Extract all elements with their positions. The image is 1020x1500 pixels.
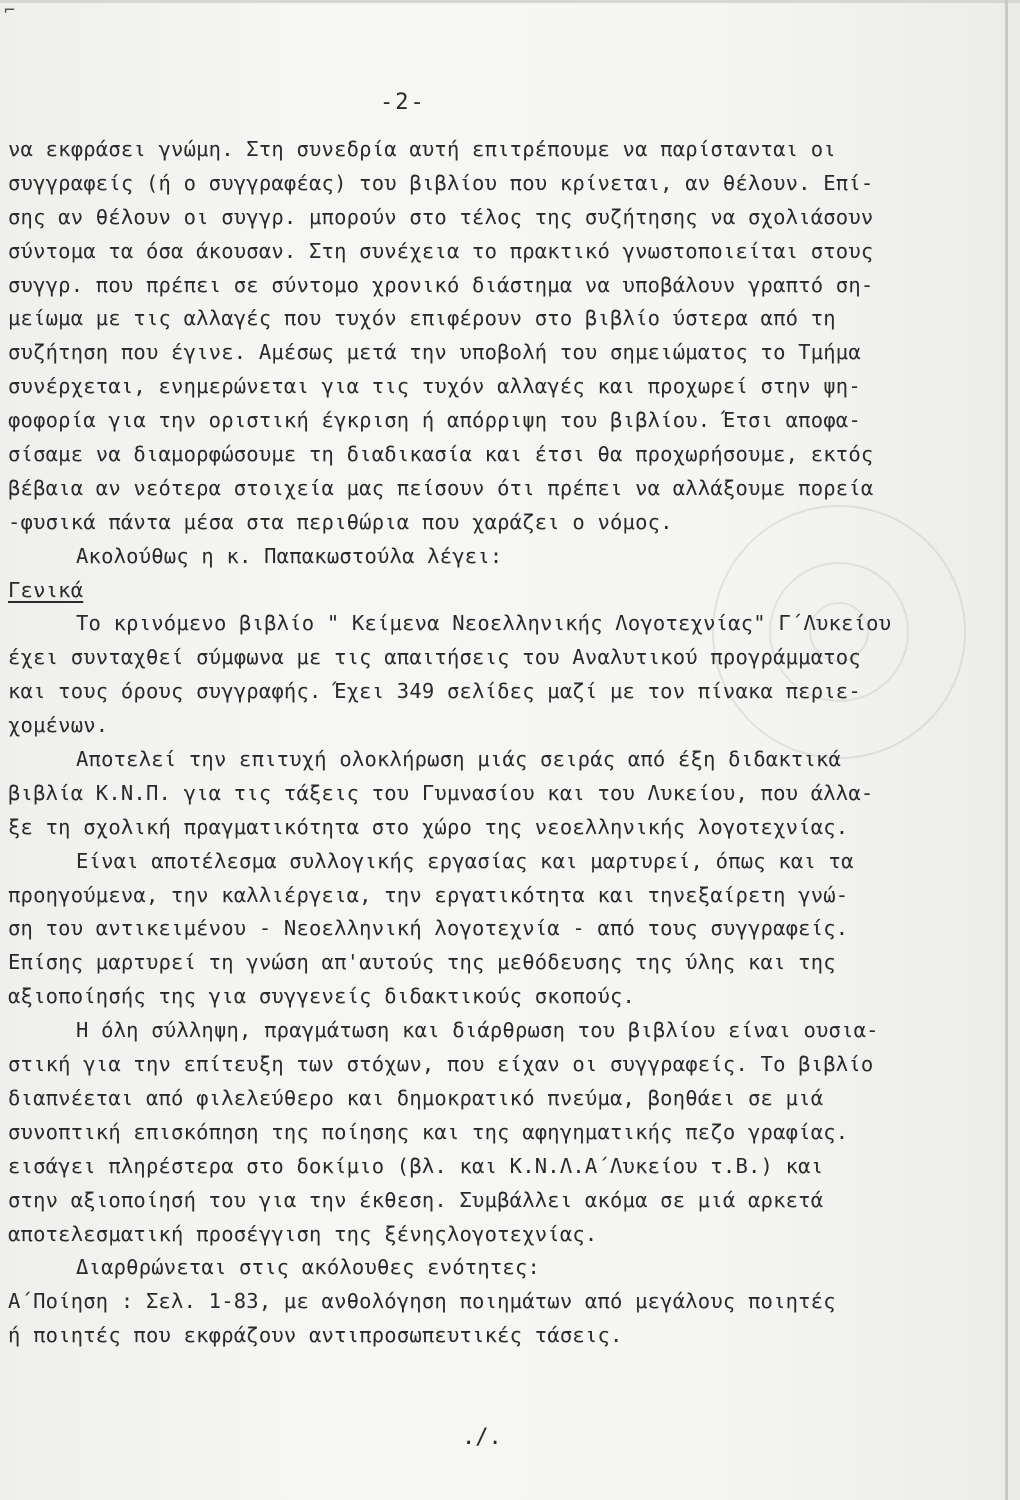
text-line: στην αξιοποίησή του για την έκθεση. Συμβάλλει ακόμα σε μιά αρκετά [8, 1187, 824, 1212]
text-line: Διαρθρώνεται στις ακόλουθες ενότητες: [76, 1255, 541, 1280]
text-line: διαπνέεται από φιλελεύθερο και δημοκρατικό πνεύμα, βοηθάει σε μιά [8, 1085, 824, 1110]
text-line: βέβαια αν νεότερα στοιχεία μας πείσουν ότι πρέπει να αλλάξουμε πορεία [8, 475, 874, 500]
text-line: αποτελεσματική προσέγγιση της ξένηςλογοτεχνίας. [8, 1221, 598, 1246]
text-line: συνέρχεται, ενημερώνεται για τις τυχόν αλλαγές και προχωρεί στην ψη- [8, 374, 861, 399]
text-line: Αποτελεί την επιτυχή ολοκλήρωση μιάς σειράς από έξη διδακτικά [76, 747, 842, 772]
text-line: στική για την επίτευξη των στόχων, που είχαν οι συγγραφείς. Το βιβλίο [8, 1052, 874, 1077]
body-text [8, 133, 993, 1353]
text-line: και τους όρους συγγραφής. Έχει 349 σελίδες μαζί με τον πίνακα περιε- [8, 679, 861, 704]
text-line: σίσαμε να διαμορφώσουμε τη διαδικασία και έτσι θα προχωρήσουμε, εκτός [8, 442, 874, 467]
continuation-mark: ./. [462, 1425, 502, 1450]
text-line: χομένων. [8, 713, 109, 738]
page-number: -2- [380, 90, 426, 115]
text-line: συγγρ. που πρέπει σε σύντομο χρονικό διάστημα να υποβάλουν γραπτό ση- [8, 272, 874, 297]
page-right-edge [1005, 0, 1008, 1500]
text-line: ξε τη σχολική πραγματικότητα στο χώρο της νεοελληνικής λογοτεχνίας. [8, 814, 849, 839]
text-line: Επίσης μαρτυρεί τη γνώση απ'αυτούς της μεθόδευσης της ύλης και της [8, 950, 836, 975]
text-line: συζήτηση που έγινε. Αμέσως μετά την υποβολή του σημειώματος το Τμήμα [8, 340, 861, 365]
text-line: συνοπτική επισκόπηση της ποίησης και της αφηγηματικής πεζο γραφίας. [8, 1119, 849, 1144]
text-line: Το κρινόμενο βιβλίο " Κείμενα Νεοελληνικής Λογοτεχνίας" Γ΄Λυκείου [76, 611, 892, 636]
text-line: συγγραφείς (ή ο συγγραφέας) του βιβλίου που κρίνεται, αν θέλουν. Επί- [8, 170, 874, 195]
text-line: έχει συνταχθεί σύμφωνα με τις απαιτήσεις του Αναλυτικού προγράμματος [8, 645, 861, 670]
text-line: -φυσικά πάντα μέσα στα περιθώρια που χαράζει ο νόμος. [8, 509, 673, 534]
text-line: ή ποιητές που εκφράζουν αντιπροσωπευτικές τάσεις. [8, 1323, 623, 1348]
text-line: Η όλη σύλληψη, πραγμάτωση και διάρθρωση του βιβλίου είναι ουσια- [76, 1018, 879, 1043]
text-line: μείωμα με τις αλλαγές που τυχόν επιφέρουν στο βιβλίο ύστερα από τη [8, 306, 836, 331]
section-heading-label: Γενικά [8, 577, 84, 602]
text-line: να εκφράσει γνώμη. Στη συνεδρία αυτή επιτρέπουμε να παρίστανται οι [8, 137, 836, 161]
text-line: αξιοποίησής της για συγγενείς διδακτικούς σκοπούς. [8, 984, 636, 1009]
text-line: εισάγει πληρέστερα στο δοκίμιο (βλ. και Κ.Ν.Λ.Α΄Λυκείου τ.Β.) και [8, 1153, 824, 1178]
text-line: Ακολούθως η κ. Παπακωστούλα λέγει: [76, 543, 503, 568]
text-line: ση του αντικειμένου - Νεοελληνική λογοτεχνία - από τους συγγραφείς. [8, 916, 849, 941]
text-line: Α΄Ποίηση : Σελ. 1-83, με ανθολόγηση ποιημάτων από μεγάλους ποιητές [8, 1289, 836, 1314]
text-line: προηγούμενα, την καλλιέργεια, την εργατικότητα και τηνεξαίρετη γνώ- [8, 882, 849, 907]
section-heading [8, 574, 993, 608]
text-line: βιβλία Κ.Ν.Π. για τις τάξεις του Γυμνασίου και του Λυκείου, που άλλα- [8, 780, 874, 805]
text-line: σης αν θέλουν οι συγγρ. μπορούν στο τέλος της συζήτησης να σχολιάσουν [8, 204, 874, 229]
text-line: Είναι αποτέλεσμα συλλογικής εργασίας και μαρτυρεί, όπως και τα [76, 848, 854, 873]
text-line: φοφορία για την οριστική έγκριση ή απόρριψη του βιβλίου. Έτσι αποφα- [8, 408, 861, 433]
page-top-edge [0, 0, 1020, 3]
text-line: σύντομα τα όσα άκουσαν. Στη συνέχεια το πρακτικό γνωστοποιείται στους [8, 238, 874, 263]
corner-mark: ⌐ [4, 0, 15, 21]
